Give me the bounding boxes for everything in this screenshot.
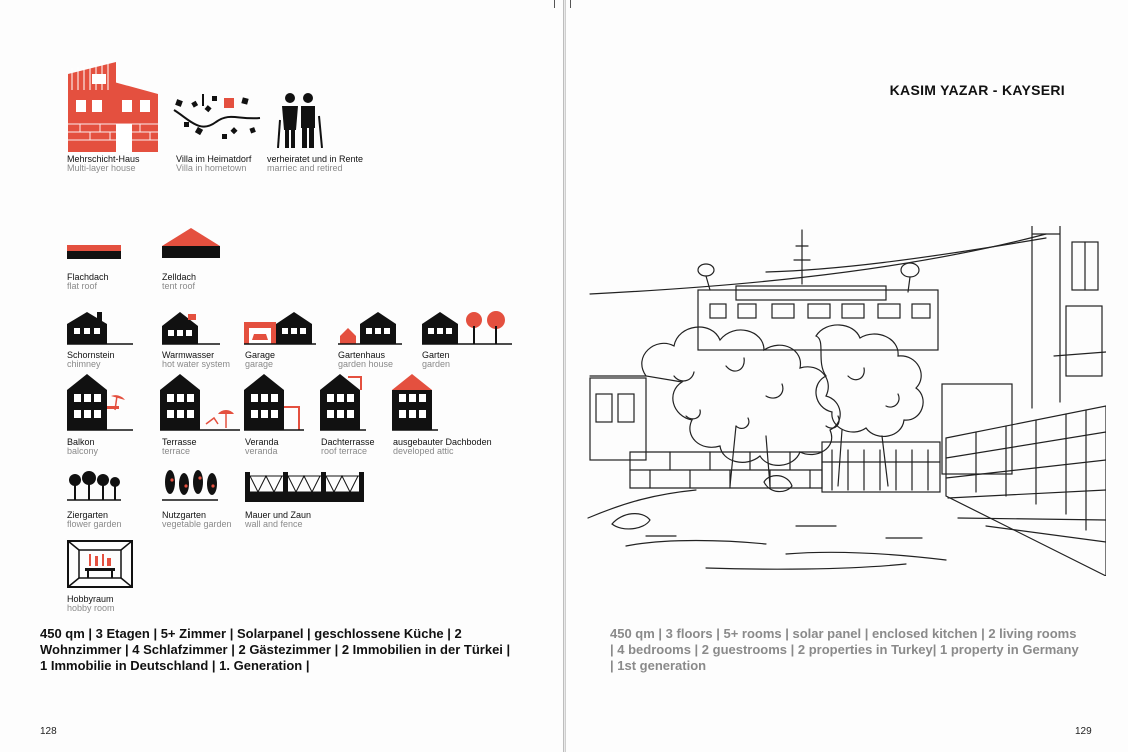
legend-de-label: Warmwasser xyxy=(162,350,215,360)
legend-garage xyxy=(245,351,275,369)
legend-en-label: terrace xyxy=(162,446,191,456)
legend-de-label: verheiratet und in Rente xyxy=(267,154,364,164)
legend-en-label: garage xyxy=(245,359,274,369)
legend-en-label: vegetable garden xyxy=(162,519,232,529)
legend-terrace xyxy=(162,438,197,456)
legend-de-label: Terrasse xyxy=(162,437,197,447)
legend-en-label: veranda xyxy=(245,446,278,456)
legend-en-label: wall and fence xyxy=(245,519,303,529)
wall-fence-icon xyxy=(245,472,365,502)
chimney-icon xyxy=(67,310,133,346)
crop-mark xyxy=(570,0,571,8)
legend-multi-layer-house xyxy=(67,155,140,173)
legend-en-label: roof terrace xyxy=(321,446,368,456)
legend-de-label: Ziergarten xyxy=(67,510,109,520)
balcony-icon xyxy=(67,372,133,432)
legend-de-label: Zelldach xyxy=(162,272,197,282)
garage-icon xyxy=(244,310,316,346)
legend-de-label: Garage xyxy=(245,350,276,360)
legend-de-label: ausgebauter Dachboden xyxy=(393,437,492,447)
legend-flat-roof xyxy=(67,273,109,291)
legend-developed-attic xyxy=(393,438,492,456)
garden-icon xyxy=(422,310,512,346)
legend-de-label: Hobbyraum xyxy=(67,594,114,604)
legend-en-label: balcony xyxy=(67,446,99,456)
house-sketch-illustration xyxy=(586,226,1106,576)
legend-en-label: garden house xyxy=(338,359,394,369)
vegetable-garden-icon xyxy=(162,466,218,502)
legend-de-label: Mauer und Zaun xyxy=(245,510,312,520)
legend-wall-fence xyxy=(245,511,311,529)
legend-de-label: Garten xyxy=(422,350,450,360)
legend-flower-garden xyxy=(67,511,122,529)
legend-en-label: chimney xyxy=(67,359,101,369)
legend-de-label: Balkon xyxy=(67,437,95,447)
hot-water-icon xyxy=(162,310,220,346)
roof-terrace-icon xyxy=(320,372,366,432)
developed-attic-icon xyxy=(392,372,438,432)
legend-de-label: Veranda xyxy=(245,437,279,447)
legend-en-label: garden xyxy=(422,359,451,369)
retired-couple-icon xyxy=(276,92,324,148)
garden-house-icon xyxy=(338,310,402,346)
legend-tent-roof xyxy=(162,273,196,291)
legend-en-label: Multi-layer house xyxy=(67,163,136,173)
village-map-icon xyxy=(172,92,262,142)
legend-balcony xyxy=(67,438,98,456)
page-number-right: 129 xyxy=(1075,726,1092,737)
legend-vegetable-garden xyxy=(162,511,232,529)
legend-de-label: Nutzgarten xyxy=(162,510,207,520)
summary-en: 450 qm | 3 floors | 5+ rooms | solar panel | enclosed kitchen | 2 living rooms | 4 bedrooms | 2 guestrooms | 2 properties in Turkey| 1 property in Germany | 1st generation xyxy=(610,626,1079,673)
legend-married-retired xyxy=(267,155,363,173)
right-page xyxy=(565,0,1128,752)
legend-garden xyxy=(422,351,450,369)
legend-de-label: Mehrschicht-Haus xyxy=(67,154,140,164)
flat-roof-icon xyxy=(67,243,121,261)
page-number-left: 128 xyxy=(40,726,57,737)
summary-de: 450 qm | 3 Etagen | 5+ Zimmer | Solarpanel | geschlossene Küche | 2 Wohnzimmer | 4 Schlafzimmer | 2 Gästezimmer | 2 Immobilien in der Türkei | 1 Immobilie in Deutschland | 1. Generation | xyxy=(40,626,511,673)
legend-de-label: Villa im Heimatdorf xyxy=(176,154,252,164)
legend-chimney xyxy=(67,351,115,369)
hobby-room-icon xyxy=(67,540,133,588)
legend-hobby-room xyxy=(67,595,115,613)
page-title: KASIM YAZAR - KAYSERI xyxy=(889,82,1065,98)
crop-mark xyxy=(554,0,555,8)
legend-en-label: flower garden xyxy=(67,519,122,529)
legend-en-label: hobby room xyxy=(67,603,115,613)
legend-en-label: tent roof xyxy=(162,281,196,291)
legend-en-label: developed attic xyxy=(393,446,454,456)
legend-en-label: Villa in hometown xyxy=(176,163,247,173)
tent-roof-icon xyxy=(162,226,220,260)
legend-de-label: Gartenhaus xyxy=(338,350,386,360)
legend-veranda xyxy=(245,438,279,456)
legend-villa-hometown xyxy=(176,155,251,173)
legend-en-label: hot water system xyxy=(162,359,231,369)
legend-en-label: flat roof xyxy=(67,281,98,291)
legend-de-label: Schornstein xyxy=(67,350,115,360)
legend-de-label: Dachterrasse xyxy=(321,437,375,447)
legend-en-label: marriec and retired xyxy=(267,163,343,173)
multi-layer-house-icon xyxy=(66,60,160,152)
legend-hot-water xyxy=(162,351,230,369)
legend-roof-terrace xyxy=(321,438,375,456)
veranda-icon xyxy=(244,372,304,432)
legend-garden-house xyxy=(338,351,393,369)
terrace-icon xyxy=(160,372,240,432)
flower-garden-icon xyxy=(67,470,121,502)
legend-de-label: Flachdach xyxy=(67,272,109,282)
